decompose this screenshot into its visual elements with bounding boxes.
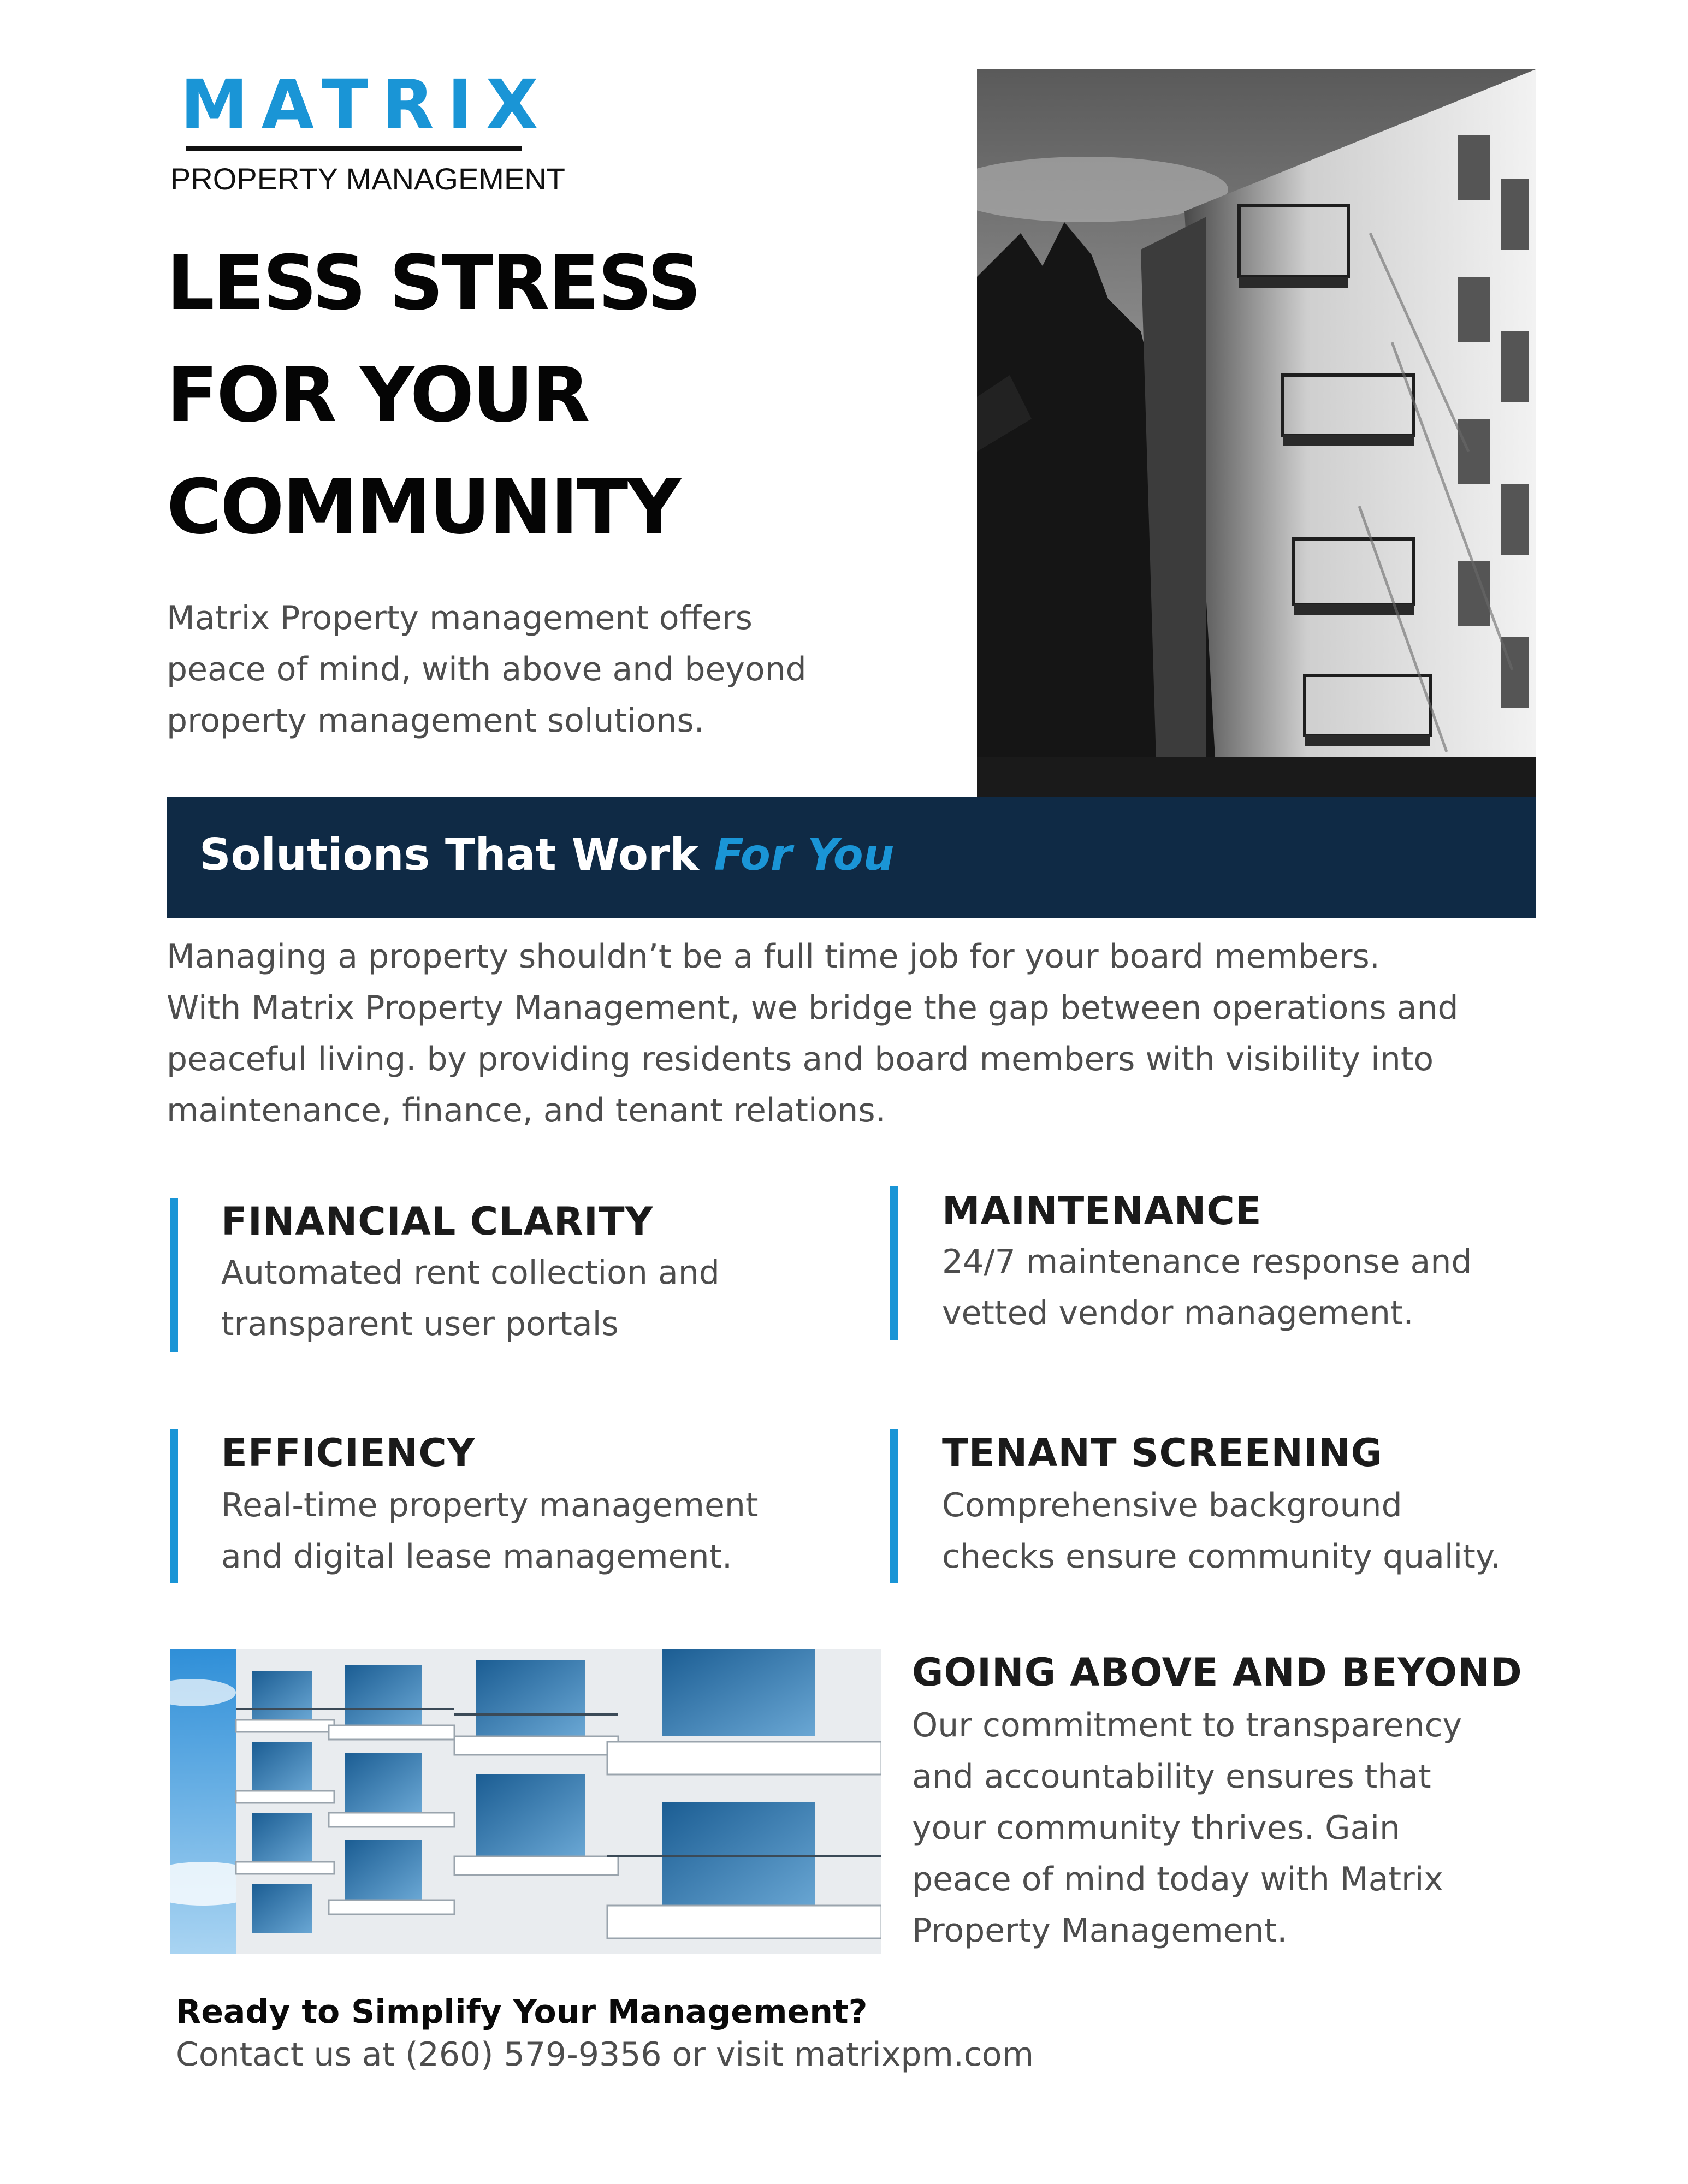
feature-desc-financial-clarity [221,1247,720,1350]
feature-accent-bar [170,1198,178,1352]
feature-desc-tenant-screening [942,1480,1501,1582]
feature-title-financial-clarity: FINANCIAL CLARITY [221,1199,654,1244]
feature-title-tenant-screening: TENANT SCREENING [942,1431,1383,1475]
building-photo-color-image [170,1649,881,1954]
body-line: Managing a property shouldn’t be a full time job for your board members. [167,937,1380,976]
headline-line-3: COMMUNITY [167,463,680,551]
cta-contact: Contact us at (260) 579-9356 or visit matrixpm.com [176,2035,1034,2074]
feature-desc-efficiency [221,1480,758,1582]
feature-desc-line: Automated rent collection and [221,1254,720,1292]
body-line: maintenance, finance, and tenant relations. [167,1091,886,1130]
building-photo-bw-image [977,69,1536,797]
building-photo-color [170,1649,881,1954]
banner-text: Solutions That Work [199,829,699,880]
feature-accent-bar [890,1186,898,1340]
feature-desc-line: 24/7 maintenance response and [942,1243,1472,1281]
beyond-line: Property Management. [912,1912,1288,1950]
building-photo-bw [977,69,1536,797]
feature-accent-bar [170,1429,178,1583]
intro-line: property management solutions. [167,702,704,740]
feature-accent-bar [890,1429,898,1583]
logo-tagline: PROPERTY MANAGEMENT [170,162,565,196]
cta-title: Ready to Simplify Your Management? [176,1993,868,2031]
logo-divider [186,146,522,151]
banner-heading [199,827,895,883]
beyond-line: and accountability ensures that [912,1758,1431,1796]
beyond-line: Our commitment to transparency [912,1706,1462,1744]
headline-line-1: LESS STRESS [167,239,700,327]
body-paragraph [167,931,1554,1136]
solutions-banner [167,797,1536,918]
feature-desc-line: checks ensure community quality. [942,1538,1501,1576]
feature-desc-line: Real-time property management [221,1486,759,1524]
feature-desc-line: Comprehensive background [942,1486,1402,1524]
beyond-paragraph [912,1700,1462,1956]
beyond-title: GOING ABOVE AND BEYOND [912,1650,1523,1695]
feature-title-efficiency: EFFICIENCY [221,1431,476,1475]
feature-desc-maintenance [942,1236,1472,1339]
body-line: peaceful living. by providing residents and board members with visibility into [167,1040,1434,1078]
headline-line-2: FOR YOUR [167,351,589,439]
intro-line: Matrix Property management offers [167,599,753,637]
beyond-line: peace of mind today with Matrix [912,1860,1443,1898]
intro-line: peace of mind, with above and beyond [167,650,807,689]
intro-paragraph [167,592,942,746]
feature-desc-line: transparent user portals [221,1305,619,1343]
logo-wordmark: MATRIX [180,66,552,145]
feature-title-maintenance: MAINTENANCE [942,1189,1262,1233]
banner-accent: For You [714,829,895,880]
feature-desc-line: vetted vendor management. [942,1294,1414,1332]
feature-desc-line: and digital lease management. [221,1538,733,1576]
beyond-line: your community thrives. Gain [912,1809,1401,1847]
body-line: With Matrix Property Management, we bridge the gap between operations and [167,989,1459,1027]
